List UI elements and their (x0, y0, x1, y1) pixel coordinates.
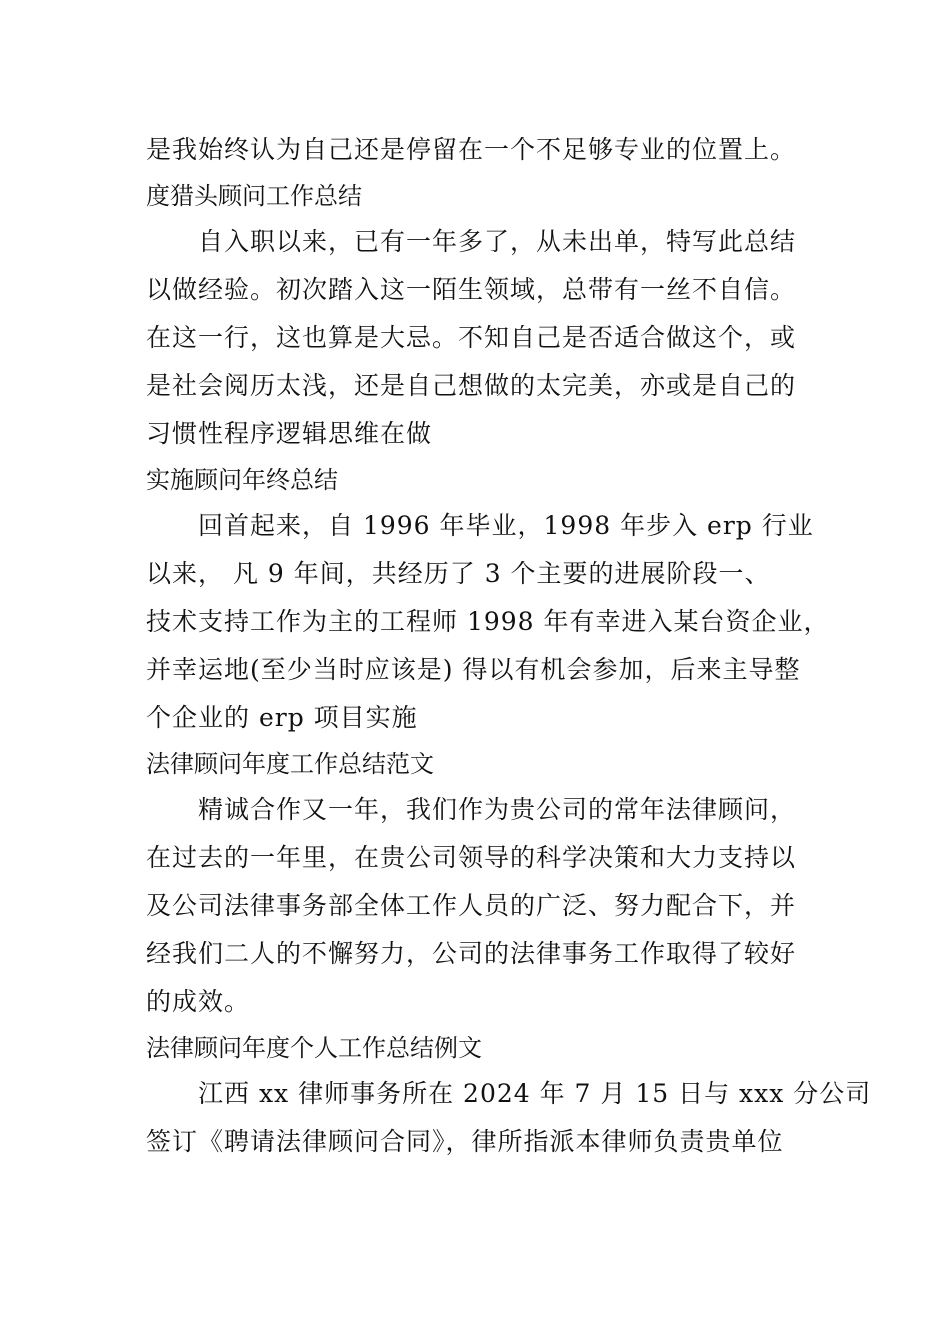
section-heading: 度猎头顾问工作总结 (146, 182, 362, 210)
section-heading: 法律顾问年度工作总结范文 (146, 750, 434, 778)
paragraph-line: 并幸运地(至少当时应该是) 得以有机会参加，后来主导整 (146, 655, 801, 684)
document-body (146, 126, 872, 1166)
paragraph-line: 以来， 凡 9 年间，共经历了 3 个主要的进展阶段一、 (146, 559, 771, 588)
paragraph-line: 是社会阅历太浅，还是自己想做的太完美，亦或是自己的 (146, 371, 797, 400)
paragraph-line: 自入职以来，已有一年多了，从未出单，特写此总结 (198, 227, 797, 256)
section-heading: 法律顾问年度个人工作总结例文 (146, 1034, 482, 1062)
section-heading: 实施顾问年终总结 (146, 466, 338, 494)
paragraph-line: 精诚合作又一年，我们作为贵公司的常年法律顾问， (198, 795, 797, 824)
paragraph-line: 江西 xx 律师事务所在 2024 年 7 月 15 日与 xxx 分公司 (198, 1079, 872, 1108)
paragraph-line: 在这一行，这也算是大忌。不知自己是否适合做这个，或 (146, 323, 797, 352)
paragraph-line: 习惯性程序逻辑思维在做 (146, 419, 433, 448)
paragraph-line: 的成效。 (146, 987, 251, 1016)
paragraph-line: 及公司法律事务部全体工作人员的广泛、努力配合下，并 (146, 891, 797, 920)
paragraph-line: 回首起来，自 1996 年毕业，1998 年步入 erp 行业 (198, 511, 814, 540)
intro-line: 是我始终认为自己还是停留在一个不足够专业的位置上。 (146, 135, 797, 164)
paragraph-line: 个企业的 erp 项目实施 (146, 703, 418, 732)
paragraph-line: 在过去的一年里，在贵公司领导的科学决策和大力支持以 (146, 843, 797, 872)
paragraph-line: 签订《聘请法律顾问合同》，律所指派本律师负责贵单位 (146, 1127, 784, 1156)
paragraph-line: 经我们二人的不懈努力，公司的法律事务工作取得了较好 (146, 939, 797, 968)
paragraph-line: 以做经验。初次踏入这一陌生领域，总带有一丝不自信。 (146, 275, 797, 304)
paragraph-line: 技术支持工作为主的工程师 1998 年有幸进入某台资企业， (146, 607, 830, 636)
